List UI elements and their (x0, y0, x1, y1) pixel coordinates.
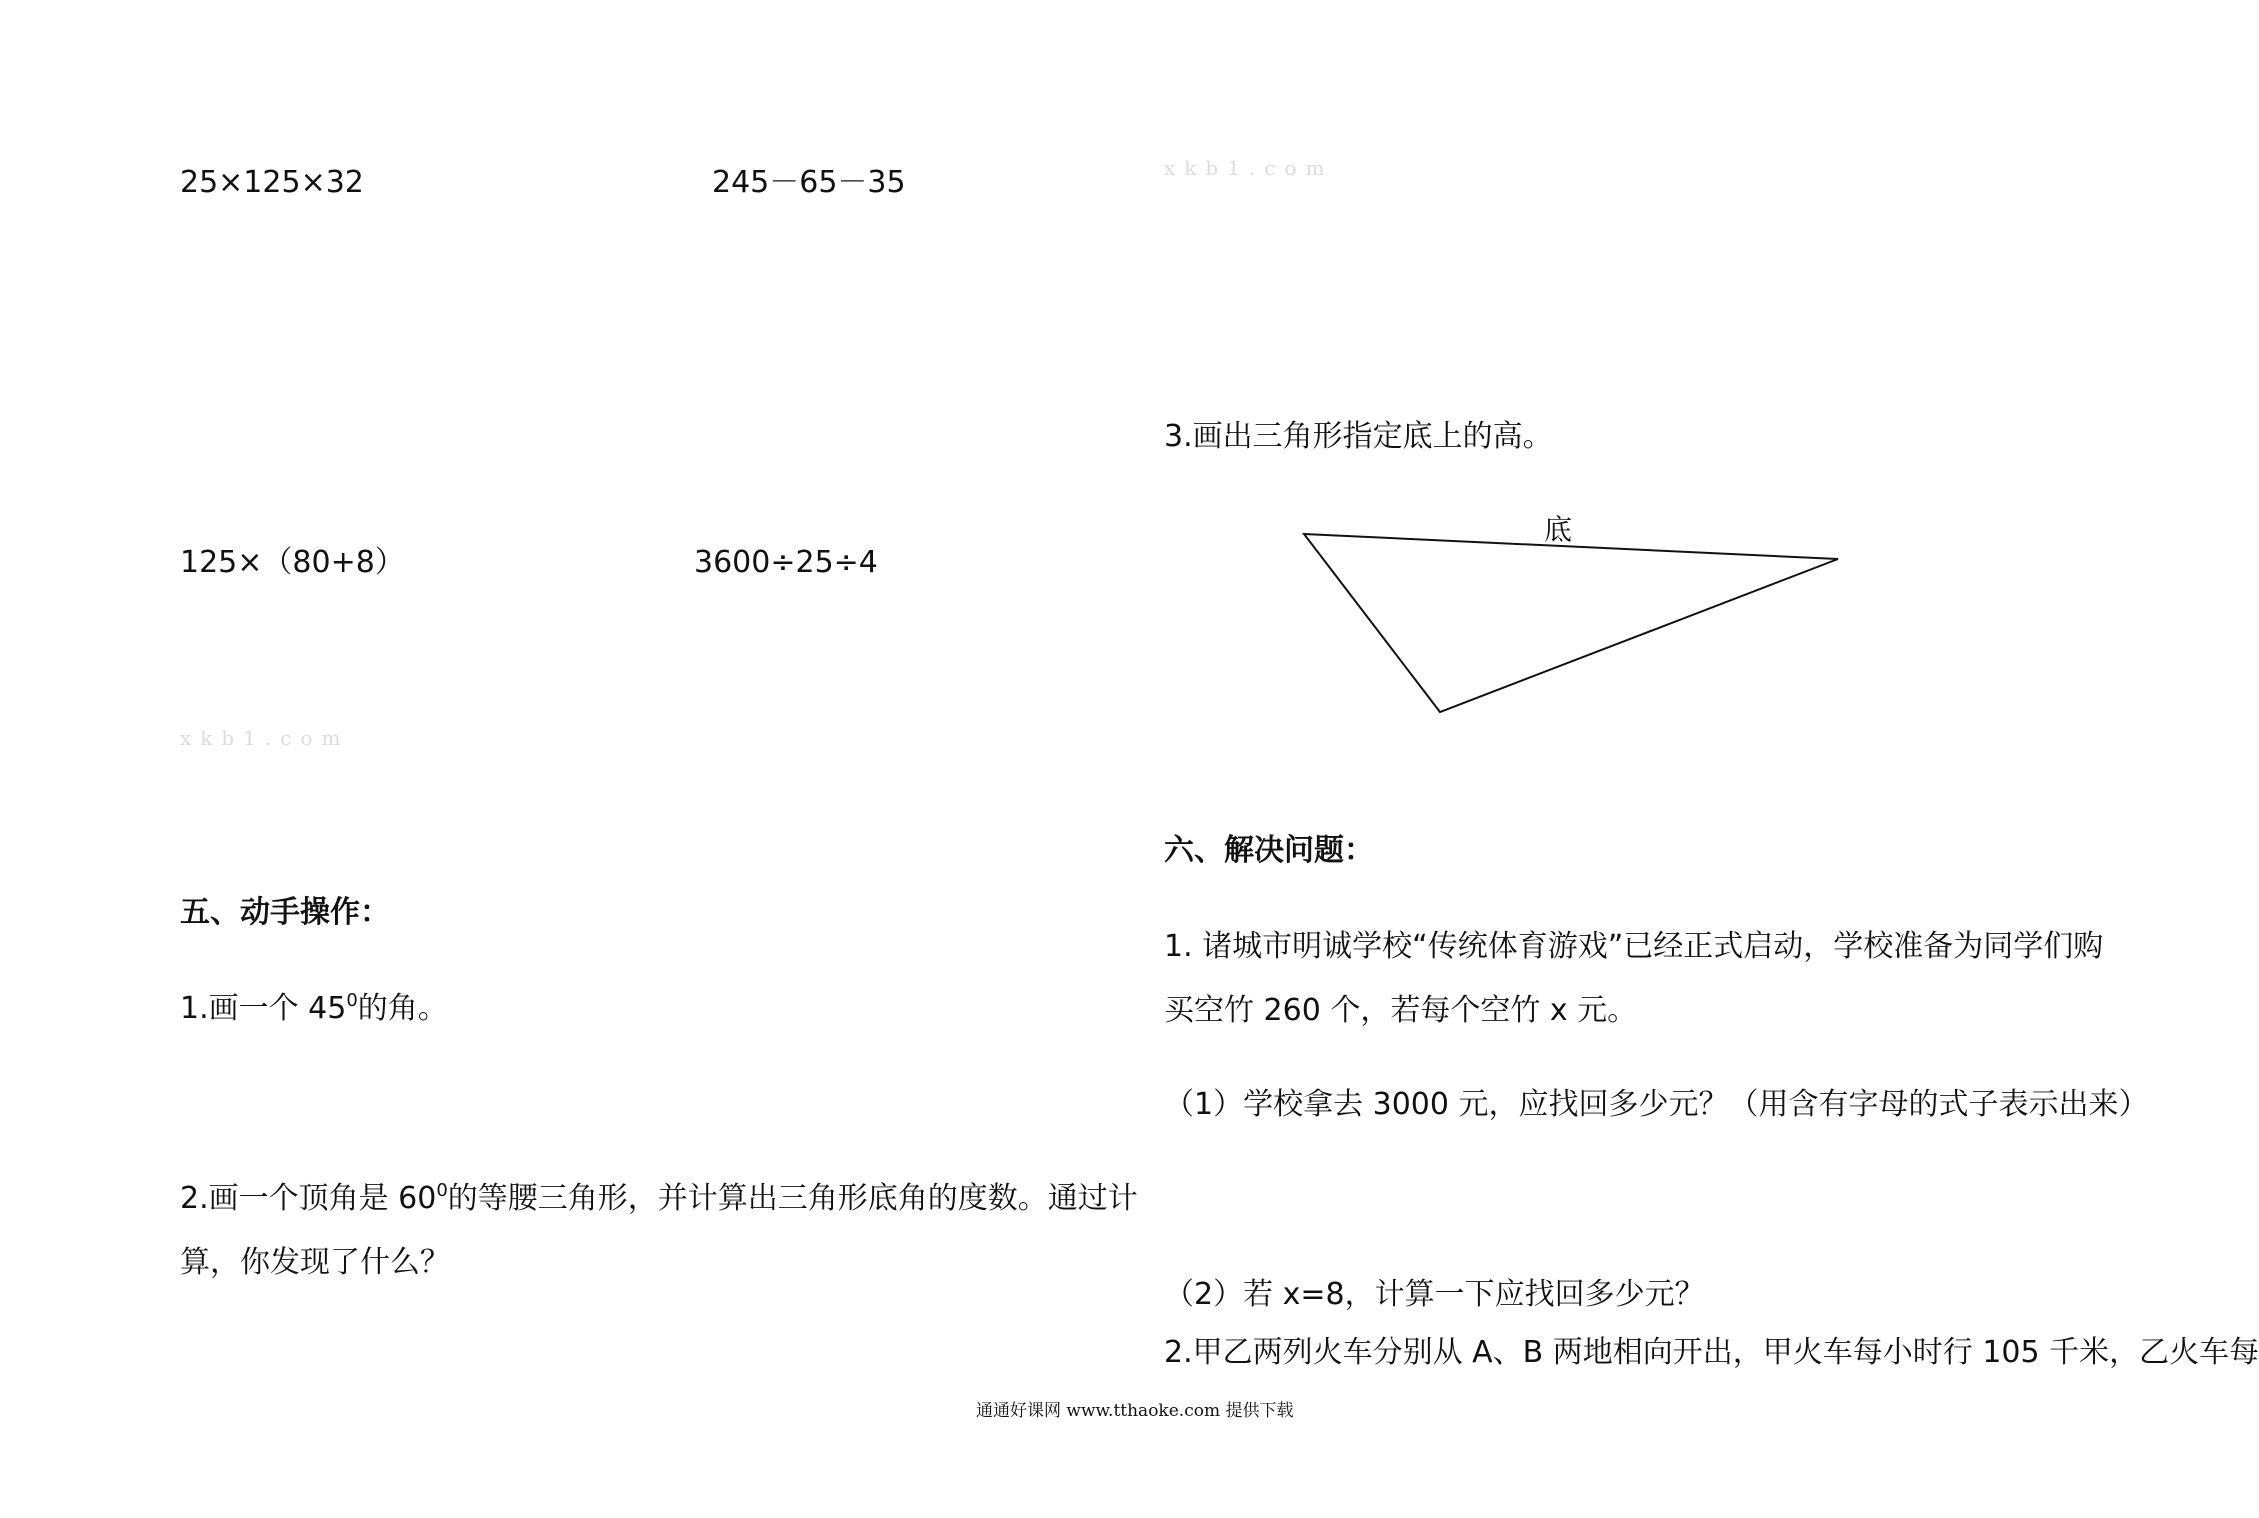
watermark-left: xkb1.com (180, 726, 350, 750)
problem-1-line-2: 买空竹 260 个，若每个空竹 x 元。 (1164, 993, 1638, 1028)
degree-sup: 0 (346, 990, 358, 1011)
question-3: 3.画出三角形指定底上的高。 (1164, 419, 1553, 454)
problem-1-line-1: 1. 诸城市明诚学校“传统体育游戏”已经正式启动，学校准备为同学们购 (1164, 929, 2104, 964)
calc-expression-3: 125×（80+8） (180, 545, 405, 580)
triangle-base-label: 底 (1544, 513, 1573, 546)
page-footer: 通通好课网 www.tthaoke.com 提供下载 (976, 1401, 1294, 1421)
q1-prefix: 1.画一个 45 (180, 991, 347, 1026)
section-5-question-2-line-2: 算，你发现了什么？ (180, 1245, 450, 1280)
section-6-title: 六、解决问题： (1164, 833, 1374, 868)
q1-suffix: 的角。 (357, 991, 448, 1026)
problem-1-sub-2: （2）若 x=8，计算一下应找回多少元？ (1164, 1277, 1705, 1312)
calc-expression-1: 25×125×32 (180, 165, 364, 200)
triangle-shape (1304, 534, 1838, 712)
watermark-right: xkb1.com (1164, 156, 1334, 180)
problem-1-sub-1: （1）学校拿去 3000 元，应找回多少元？（用含有字母的式子表示出来） (1164, 1087, 2149, 1122)
problem-2-line-1: 2.甲乙两列火车分别从 A、B 两地相向开出，甲火车每小时行 105 千米，乙火车每 (1164, 1335, 2259, 1370)
q2-prefix: 2.画一个顶角是 60 (180, 1181, 437, 1216)
q2-suffix: 的等腰三角形，并计算出三角形底角的度数。通过计 (447, 1181, 1138, 1216)
section-5-title: 五、动手操作： (180, 895, 390, 930)
degree-sup: 0 (436, 1180, 448, 1201)
calc-expression-2: 245－65－35 (712, 165, 906, 200)
calc-expression-4: 3600÷25÷4 (694, 545, 878, 580)
